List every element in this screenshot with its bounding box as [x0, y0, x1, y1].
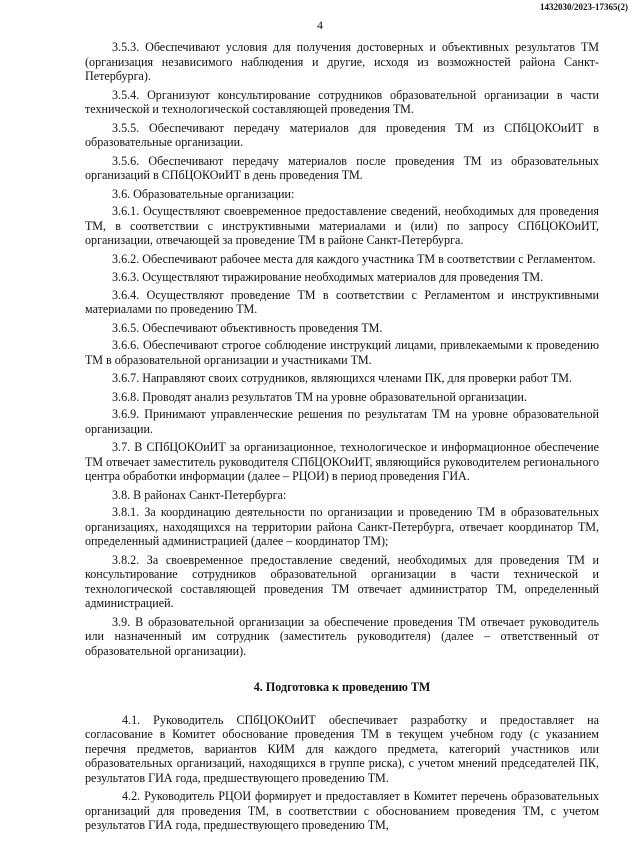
- paragraph-4-2: 4.2. Руководитель РЦОИ формирует и предоставляет в Комитет перечень образовательных организаций для проведения ТМ, в соответствии с обоснованием проведения ТМ, с учетом результатов ГИА года, предшествующего проведению ТМ,: [85, 789, 599, 832]
- section-title: 4. Подготовка к проведению ТМ: [253, 680, 431, 694]
- paragraph-3-8-2: 3.8.2. За своевременное предоставление сведений, необходимых для проведения ТМ и консультирование сотрудников образовательной организации в части технической и технологической составляющей проведения ТМ отвечает администратор ТМ, определенный администрацией.: [85, 552, 599, 610]
- paragraph-3-6-4: 3.6.4. Осуществляют проведение ТМ в соответствии с Регламентом и инструктивными материалами по проведению ТМ.: [85, 287, 599, 316]
- paragraph-3-8: 3.8. В районах Санкт-Петербурга:: [112, 487, 287, 502]
- paragraph-3-6-3: 3.6.3. Осуществляют тиражирование необходимых материалов для проведения ТМ.: [112, 270, 544, 284]
- paragraph-4-1: 4.1. Руководитель СПбЦОКОиИТ обеспечивает разработку и предоставляет на согласование в Комитет обоснование проведения ТМ в текущем учебном году (с указанием перечня предметов, вариантов КИМ для каждого предмета, категорий участников или образовательных организаций, находящихся в группе риска), с учетом мнений председателей ПК, результатов ГИА года, предшествующего проведению ТМ.: [85, 712, 599, 785]
- paragraph-3-5-6: 3.5.6. Обеспечивают передачу материалов после проведения ТМ из образовательных организаций в СПбЦОКОиИТ в день проведения ТМ.: [85, 153, 599, 182]
- paragraph-3-6: 3.6. Образовательные организации:: [112, 186, 295, 201]
- paragraph-3-6-8: 3.6.8. Проводят анализ результатов ТМ на уровне образовательной организации.: [112, 389, 527, 404]
- paragraph-3-6-9: 3.6.9. Принимают управленческие решения по результатам ТМ на уровне образовательной организации.: [85, 407, 599, 436]
- paragraph-3-8-1: 3.8.1. За координацию деятельности по организации и проведению ТМ в образовательных организациях, находящихся на территории района Санкт-Петербурга, отвечает координатор ТМ, определенный администрацией (далее – координатор ТМ);: [85, 505, 599, 548]
- document-body: [85, 40, 599, 837]
- paragraph-3-9: 3.9. В образовательной организации за обеспечение проведения ТМ отвечает руководитель или назначенный им сотрудник (заместитель руководителя) (далее – ответственный от образовательной организации).: [85, 614, 599, 658]
- paragraph-3-6-7: 3.6.7. Направляют своих сотрудников, являющихся членами ПК, для проверки работ ТМ.: [112, 371, 573, 385]
- paragraph-3-6-5: 3.6.5. Обеспечивают объективность проведения ТМ.: [112, 320, 383, 335]
- paragraph-3-5-4: 3.5.4. Организуют консультирование сотрудников образовательной организации в части технической и технологической составляющей проведения ТМ.: [85, 87, 599, 116]
- page-number: 4: [317, 18, 323, 32]
- paragraph-3-7: 3.7. В СПбЦОКОиИТ за организационное, технологическое и информационное обеспечение ТМ отвечает заместитель руководителя СПбЦОКОиИТ, являющийся руководителем регионального центра обработки информации (далее – РЦОИ) в период проведения ГИА.: [85, 440, 599, 483]
- paragraph-3-6-6: 3.6.6. Обеспечивают строгое соблюдение инструкций лицами, привлекаемыми к проведению ТМ в образовательной организации и участниками ТМ.: [85, 338, 599, 367]
- paragraph-3-5-5: 3.5.5. Обеспечивают передачу материалов для проведения ТМ из СПбЦОКОиИТ в образовательные организации.: [85, 120, 599, 149]
- document-id: 1432030/2023-17365(2): [540, 2, 628, 12]
- paragraph-3-5-3: 3.5.3. Обеспечивают условия для получения достоверных и объективных результатов ТМ (организация независимого наблюдения и другие, исходя из возможностей района Санкт-Петербурга).: [85, 40, 599, 83]
- paragraph-3-6-2: 3.6.2. Обеспечивают рабочее места для каждого участника ТМ в соответствии с Регламентом.: [112, 251, 596, 266]
- paragraph-3-6-1: 3.6.1. Осуществляют своевременное предоставление сведений, необходимых для проведения ТМ, в соответствии с инструктивными материалами и (или) по запросу СПбЦОКОиИТ, организации, отвечающей за проведение ТМ в районе Санкт-Петербурга.: [85, 204, 599, 247]
